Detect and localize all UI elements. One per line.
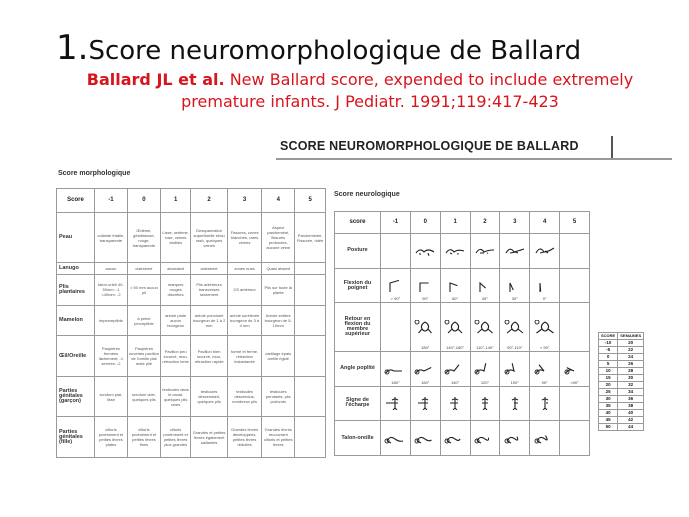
neurologic-cell (500, 421, 530, 456)
neurologic-cell (530, 303, 560, 352)
neurologic-row (335, 268, 590, 303)
morphologic-cell: cartilage épais oreille rigide (262, 336, 295, 377)
slide-title (56, 28, 581, 68)
maturity-score-cell: 10 (599, 368, 618, 375)
morphologic-cell: scrotum vide, quelques plis (127, 376, 160, 417)
morphologic-header-row (57, 189, 326, 213)
neurologic-cell-label: 180° (391, 379, 400, 385)
reference-text-1: New Ballard score, expended to include extremely (229, 70, 634, 89)
neurologic-cell-label: <90° (570, 379, 579, 385)
neurologic-cell (470, 303, 500, 352)
maturity-score-table-body (599, 333, 644, 431)
morphologic-cell: clitoris proéminent et petites lèvres plus grandes (161, 417, 191, 458)
posture-figure-icon (474, 244, 496, 258)
neurologic-row (335, 386, 590, 421)
maturity-weeks-cell: 20 (618, 340, 644, 347)
morphologic-cell: Aréole entière bourgeon de 5-10mm (262, 305, 295, 336)
maturity-weeks-cell: 38 (618, 403, 644, 410)
neurologic-cell-label: 140° (450, 379, 460, 385)
morphologic-row (57, 336, 326, 377)
maturity-row (599, 361, 644, 368)
neurologic-cell (381, 386, 411, 421)
maturity-score-cell: 20 (599, 382, 618, 389)
neurologic-column-header: 4 (530, 212, 560, 234)
neurologic-row (335, 351, 590, 386)
morphologic-column-header: 4 (262, 189, 295, 213)
morphologic-table-body (57, 189, 326, 458)
neurologic-cell (530, 386, 560, 421)
morphologic-cell: testicules descendant, quelques plis (191, 376, 228, 417)
wrist-figure-icon (444, 279, 466, 293)
neurologic-cell (500, 268, 530, 303)
maturity-score-cell: -10 (599, 340, 618, 347)
neurologic-column-header: score (335, 212, 381, 234)
morphologic-cell: aucun (95, 263, 128, 275)
maturity-weeks-cell: 22 (618, 347, 644, 354)
maturity-score-cell: 40 (599, 410, 618, 417)
recoil-figure-icon (444, 320, 466, 334)
maturity-row (599, 389, 644, 396)
neurologic-cell-label: 140°-180° (446, 344, 465, 350)
maturity-header-row (599, 333, 644, 340)
morphologic-cell: Plis sur toute la plante (262, 274, 295, 305)
popliteal-figure-icon (564, 362, 586, 376)
morphologic-cell: Desquamation superficielle et/ou rash, quelques veines (191, 213, 228, 263)
neurologic-cell-label: 110°-140° (476, 344, 494, 350)
posture-figure-icon (534, 244, 556, 258)
morphologic-cell: à peine perceptible (127, 305, 160, 336)
recoil-figure-icon (504, 320, 526, 334)
heel-figure-icon (534, 431, 556, 445)
neurologic-column-header: 1 (440, 212, 470, 234)
neurologic-cell (500, 234, 530, 269)
banner (276, 136, 672, 160)
maturity-row (599, 368, 644, 375)
neurologic-row-label: Retour en flexion du membre supérieur (335, 303, 381, 352)
scarf-figure-icon (444, 396, 466, 410)
maturity-weeks-cell: 28 (618, 368, 644, 375)
morphologic-cell (295, 274, 326, 305)
morphologic-cell: aréole plate aucun bourgeon (161, 305, 191, 336)
maturity-score-cell: 0 (599, 354, 618, 361)
neurologic-cell (470, 351, 500, 386)
maturity-row (599, 382, 644, 389)
neurologic-column-header: 3 (500, 212, 530, 234)
neurologic-cell (410, 268, 440, 303)
scarf-figure-icon (384, 396, 406, 410)
popliteal-figure-icon (414, 362, 436, 376)
morphologic-cell: Paupières fermées lâchement: -1 serrées: -2 (95, 336, 128, 377)
banner-title: SCORE NEUROMORPHOLOGIQUE DE BALLARD (280, 139, 579, 153)
morphologic-cell: testicules pendants, plis profonds (262, 376, 295, 417)
morphologic-cell: clitoris proéminent et petites lèvres fines (127, 417, 160, 458)
neurologic-cell (470, 268, 500, 303)
morphologic-cell: zones nues (227, 263, 261, 275)
morphologic-cell (295, 305, 326, 336)
morphologic-cell: testicules descendus, nombreux plis (227, 376, 261, 417)
neurologic-cell (440, 303, 470, 352)
morphologic-column-header: Score (57, 189, 95, 213)
neurologic-heading: Score neurologique (334, 191, 400, 198)
neurologic-row-label: Angle poplité (335, 351, 381, 386)
maturity-row (599, 403, 644, 410)
neurologic-cell-label: 45° (481, 296, 488, 302)
neurologic-column-header: 2 (470, 212, 500, 234)
morphologic-cell: collante friable, transparente (95, 213, 128, 263)
morphologic-cell: clairsemé (191, 263, 228, 275)
neurologic-column-header: 0 (410, 212, 440, 234)
maturity-weeks-cell: 32 (618, 382, 644, 389)
heel-figure-icon (414, 431, 436, 445)
popliteal-figure-icon (534, 362, 556, 376)
neurologic-cell-label: 30° (511, 296, 518, 302)
neurologic-cell (500, 386, 530, 421)
popliteal-figure-icon (384, 362, 406, 376)
neurologic-row-label: Talon-oreille (335, 421, 381, 456)
maturity-row (599, 340, 644, 347)
neurologic-cell-label: 90° (541, 379, 548, 385)
neurologic-cell (381, 303, 411, 352)
neurologic-column-header: 5 (560, 212, 590, 234)
neurologic-cell (410, 421, 440, 456)
maturity-score-cell: 35 (599, 403, 618, 410)
morphologic-column-header: 0 (127, 189, 160, 213)
morphologic-row-label: Parties génitales (fille) (57, 417, 95, 458)
maturity-score-cell: 5 (599, 361, 618, 368)
morphologic-row-label: Parties génitales (garçon) (57, 376, 95, 417)
morphologic-column-header: 2 (191, 189, 228, 213)
maturity-score-cell: 25 (599, 389, 618, 396)
morphologic-cell: clitoris proéminent et petites lèvres plates (95, 417, 128, 458)
popliteal-figure-icon (474, 362, 496, 376)
maturity-row (599, 410, 644, 417)
maturity-weeks-cell: 34 (618, 389, 644, 396)
neurologic-cell (381, 351, 411, 386)
neurologic-cell (410, 234, 440, 269)
popliteal-figure-icon (444, 362, 466, 376)
neurologic-cell (410, 303, 440, 352)
neurologic-cell (470, 234, 500, 269)
neurologic-cell (410, 351, 440, 386)
neurologic-cell-label: 160° (421, 379, 430, 385)
maturity-score-cell: 30 (599, 396, 618, 403)
neurologic-cell (560, 268, 590, 303)
morphologic-table (56, 188, 326, 458)
slide-title-text: Score neuromorphologique de Ballard (88, 36, 582, 66)
morphologic-cell: talon-orteil 40-50mm: -1 <40mm: -2 (95, 274, 128, 305)
neurologic-row (335, 234, 590, 269)
neurologic-cell (381, 268, 411, 303)
morphologic-cell: abondant (161, 263, 191, 275)
neurologic-cell (530, 234, 560, 269)
neurologic-cell-label: 90°-110° (507, 344, 523, 350)
maturity-column-header: SCORE (599, 333, 618, 340)
neurologic-cell (440, 421, 470, 456)
morphologic-column-header: 5 (295, 189, 326, 213)
maturity-weeks-cell: 40 (618, 410, 644, 417)
morphologic-cell: Parcheminée, Fissurée, ridée (295, 213, 326, 263)
morphologic-cell: Pavillon bien incurvé, mou, rétraction rapide (191, 336, 228, 377)
morphologic-cell: testicules dans le canal, quelques plis rares (161, 376, 191, 417)
neurologic-cell (381, 234, 411, 269)
posture-figure-icon (414, 244, 436, 258)
morphologic-cell: Fissures, zones blanches, rares veines (227, 213, 261, 263)
neurologic-cell (410, 386, 440, 421)
neurologic-cell (560, 303, 590, 352)
morphologic-cell: Grandes lèvres recouvrant clitoris et petites lèvres (262, 417, 295, 458)
morphologic-cell (295, 376, 326, 417)
morphologic-row (57, 274, 326, 305)
slide-title-number: 1. (56, 28, 89, 68)
maturity-row (599, 424, 644, 431)
neurologic-cell-label: 90° (422, 296, 429, 302)
neurologic-cell (560, 421, 590, 456)
maturity-row (599, 375, 644, 382)
neurologic-row-label: Posture (335, 234, 381, 269)
morphologic-column-header: 1 (161, 189, 191, 213)
morphologic-column-header: 3 (227, 189, 261, 213)
wrist-figure-icon (414, 279, 436, 293)
morphologic-row (57, 305, 326, 336)
neurologic-cell-label: 0° (542, 296, 547, 302)
scarf-figure-icon (534, 396, 556, 410)
morphologic-row-label: Mamelon (57, 305, 95, 336)
wrist-figure-icon (504, 279, 526, 293)
morphologic-row (57, 263, 326, 275)
morphologic-cell: formé et ferme, rétraction instantanée (227, 336, 261, 377)
morphologic-cell: Pavillon peu incurvé, mou, rétraction lente (161, 336, 191, 377)
morphologic-cell: aréole surélevée bourgeon de 3 à 4 mm (227, 305, 261, 336)
neurologic-table (334, 211, 590, 456)
maturity-row (599, 417, 644, 424)
recoil-figure-icon (534, 320, 556, 334)
maturity-score-table (598, 332, 644, 431)
wrist-figure-icon (384, 279, 406, 293)
heel-figure-icon (384, 431, 406, 445)
morphologic-row-label: Peau (57, 213, 95, 263)
morphologic-cell: Grandes lèvres développées, petites lèvres réduites (227, 417, 261, 458)
neurologic-cell-label: > 90° (390, 296, 401, 302)
neurologic-cell (530, 268, 560, 303)
morphologic-cell (295, 417, 326, 458)
neurologic-cell (440, 234, 470, 269)
morphologic-row-label: Œil/Oreille (57, 336, 95, 377)
neurologic-cell (560, 351, 590, 386)
maturity-weeks-cell: 44 (618, 424, 644, 431)
neurologic-cell (470, 386, 500, 421)
morphologic-row (57, 417, 326, 458)
morphologic-cell (295, 263, 326, 275)
morphologic-row-label: Plis plantaires (57, 274, 95, 305)
heel-figure-icon (474, 431, 496, 445)
posture-figure-icon (504, 244, 526, 258)
recoil-figure-icon (414, 320, 436, 334)
reference-authors: Ballard JL et al. (86, 70, 225, 89)
scarf-figure-icon (504, 396, 526, 410)
neurologic-cell (530, 421, 560, 456)
neurologic-cell-label: 100° (510, 379, 519, 385)
morphologic-cell: > 50 mm aucun pli (127, 274, 160, 305)
banner-divider (611, 136, 613, 158)
posture-figure-icon (444, 244, 466, 258)
neurologic-cell (470, 421, 500, 456)
heel-figure-icon (504, 431, 526, 445)
neurologic-row (335, 421, 590, 456)
morphologic-cell: Aspect parcheminé, fissures profondes, aucune veine (262, 213, 295, 263)
neurologic-header-row (335, 212, 590, 234)
neurologic-cell-label: 180° (421, 344, 430, 350)
scarf-figure-icon (414, 396, 436, 410)
maturity-weeks-cell: 24 (618, 354, 644, 361)
maturity-weeks-cell: 36 (618, 396, 644, 403)
morphologic-cell: imperceptible (95, 305, 128, 336)
morphologic-cell: scrotum plat, lisse (95, 376, 128, 417)
neurologic-row (335, 303, 590, 352)
neurologic-cell (440, 351, 470, 386)
neurologic-cell (440, 268, 470, 303)
maturity-row (599, 354, 644, 361)
neurologic-cell (500, 351, 530, 386)
morphologic-cell: Paupières ouvertes pavillon de l'oreille plat resté plié (127, 336, 160, 377)
maturity-weeks-cell: 26 (618, 361, 644, 368)
popliteal-figure-icon (504, 362, 526, 376)
neurologic-row-label: Flexion du poignet (335, 268, 381, 303)
reference-line-1 (60, 70, 660, 89)
neurologic-row-label: Signe de l'écharpe (335, 386, 381, 421)
maturity-score-cell: 45 (599, 417, 618, 424)
morphologic-cell: clairsemé (127, 263, 160, 275)
morphologic-row (57, 376, 326, 417)
maturity-weeks-cell: 30 (618, 375, 644, 382)
heel-figure-icon (444, 431, 466, 445)
neurologic-cell-label: 120° (480, 379, 490, 385)
morphologic-row (57, 213, 326, 263)
neurologic-cell-label: 60° (452, 296, 459, 302)
morphologic-cell: marques rouges discrètes (161, 274, 191, 305)
morphologic-cell: Plis antérieurs transverses seulement (191, 274, 228, 305)
wrist-figure-icon (474, 279, 496, 293)
wrist-figure-icon (534, 279, 556, 293)
neurologic-table-body (335, 212, 590, 456)
neurologic-cell (560, 386, 590, 421)
scarf-figure-icon (474, 396, 496, 410)
neurologic-column-header: -1 (381, 212, 411, 234)
morphologic-cell: aréole ponctuée bourgeon de 1 à 2 mm (191, 305, 228, 336)
morphologic-heading: Score morphologique (58, 170, 131, 177)
neurologic-cell-label: < 90° (539, 344, 550, 350)
neurologic-cell (530, 351, 560, 386)
morphologic-cell (295, 336, 326, 377)
morphologic-cell: 2/3 antérieur (227, 274, 261, 305)
maturity-score-cell: 50 (599, 424, 618, 431)
neurologic-cell (500, 303, 530, 352)
neurologic-cell (560, 234, 590, 269)
morphologic-cell: Œdème, gélatineuse, rouge, transparente (127, 213, 160, 263)
maturity-score-cell: -5 (599, 347, 618, 354)
maturity-score-cell: 15 (599, 375, 618, 382)
maturity-column-header: SEMAINES (618, 333, 644, 340)
morphologic-column-header: -1 (95, 189, 128, 213)
maturity-row (599, 347, 644, 354)
morphologic-cell: Quasi absent (262, 263, 295, 275)
maturity-weeks-cell: 42 (618, 417, 644, 424)
morphologic-cell: Lisse, œdème, rose, veines visibles (161, 213, 191, 263)
morphologic-cell: Grandes et petites lèvres également saillantes (191, 417, 228, 458)
morphologic-row-label: Lanugo (57, 263, 95, 275)
maturity-row (599, 396, 644, 403)
neurologic-cell (440, 386, 470, 421)
neurologic-cell (381, 421, 411, 456)
reference-line-2: premature infants. J Pediatr. 1991;119:417-423 (181, 92, 559, 111)
recoil-figure-icon (474, 320, 496, 334)
